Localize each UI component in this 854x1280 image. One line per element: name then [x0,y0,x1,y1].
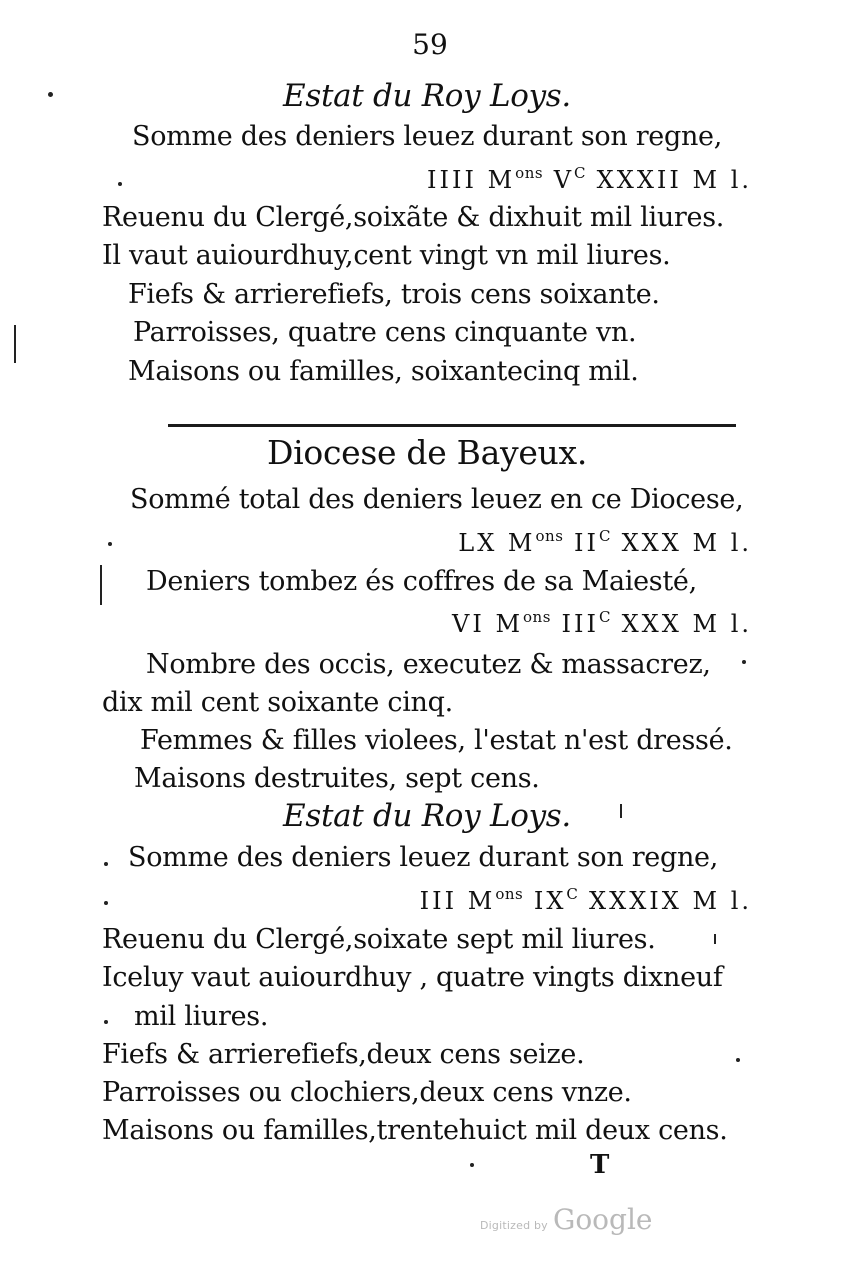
text-line: Maisons destruites, sept cens. [134,763,540,794]
scan-speck [118,182,122,186]
sum-amount: VI $M^{ons}$ $III^C$ XXX M l. [452,608,752,638]
text-line: Maisons ou familles,trentehuict mil deux cens. [102,1115,728,1146]
margin-mark [14,325,16,363]
scan-speck [48,92,53,97]
signature-mark: T [590,1150,610,1180]
section-divider [168,424,736,427]
section-heading-diocese: Diocese de Bayeux. [266,433,588,472]
text-line: Somme des deniers leuez durant son regne, [132,121,723,152]
text-line: Deniers tombez és coffres de sa Maiesté, [146,566,697,597]
sum-amount: III $M^{ons}$ $IX^C$ XXXIX M l. [419,885,752,915]
text-line: Sommé total des deniers leuez en ce Diocese, [130,484,744,515]
scan-speck [742,660,746,664]
text-line: Femmes & filles violees, l'estat n'est dressé. [140,725,733,756]
scan-speck [108,542,112,546]
margin-mark [714,934,716,944]
scan-speck [736,1058,740,1062]
section-heading-estat-1: Estat du Roy Loys. [283,78,571,114]
text-line: Iceluy vaut auiourdhuy , quatre vingts dixneuf [102,962,723,993]
margin-mark [100,565,102,605]
text-line: Somme des deniers leuez durant son regne, [128,842,719,873]
text-line: mil liures. [134,1001,269,1032]
text-line: Fiefs & arrierefiefs, trois cens soixante. [128,279,660,310]
scan-speck [104,901,108,905]
scan-speck [104,862,108,866]
text-line: Fiefs & arrierefiefs,deux cens seize. [102,1039,585,1070]
scan-speck [104,1020,108,1024]
page-number: 59 [412,28,448,61]
sum-amount: IIII $M^{ons}$ $V^C$ XXXII M l. [427,164,752,194]
text-line: Reuenu du Clergé,soixãte & dixhuit mil liures. [102,202,725,233]
digitized-by-google-watermark: Digitized by Google [480,1203,653,1236]
text-line: Reuenu du Clergé,soixate sept mil liures. [102,924,656,955]
text-line: Parroisses, quatre cens cinquante vn. [133,317,637,348]
sum-amount: LX $M^{ons}$ $II^C$ XXX M l. [458,527,752,557]
text-line: dix mil cent soixante cinq. [102,687,453,718]
section-heading-estat-2: Estat du Roy Loys. [283,798,571,834]
text-line: Parroisses ou clochiers,deux cens vnze. [102,1077,632,1108]
text-line: Maisons ou familles, soixantecinq mil. [128,356,639,387]
scan-speck [470,1163,474,1167]
text-line: Il vaut auiourdhuy,cent vingt vn mil liures. [102,240,671,271]
text-line: Nombre des occis, executez & massacrez, [146,649,711,680]
margin-mark [620,804,622,818]
